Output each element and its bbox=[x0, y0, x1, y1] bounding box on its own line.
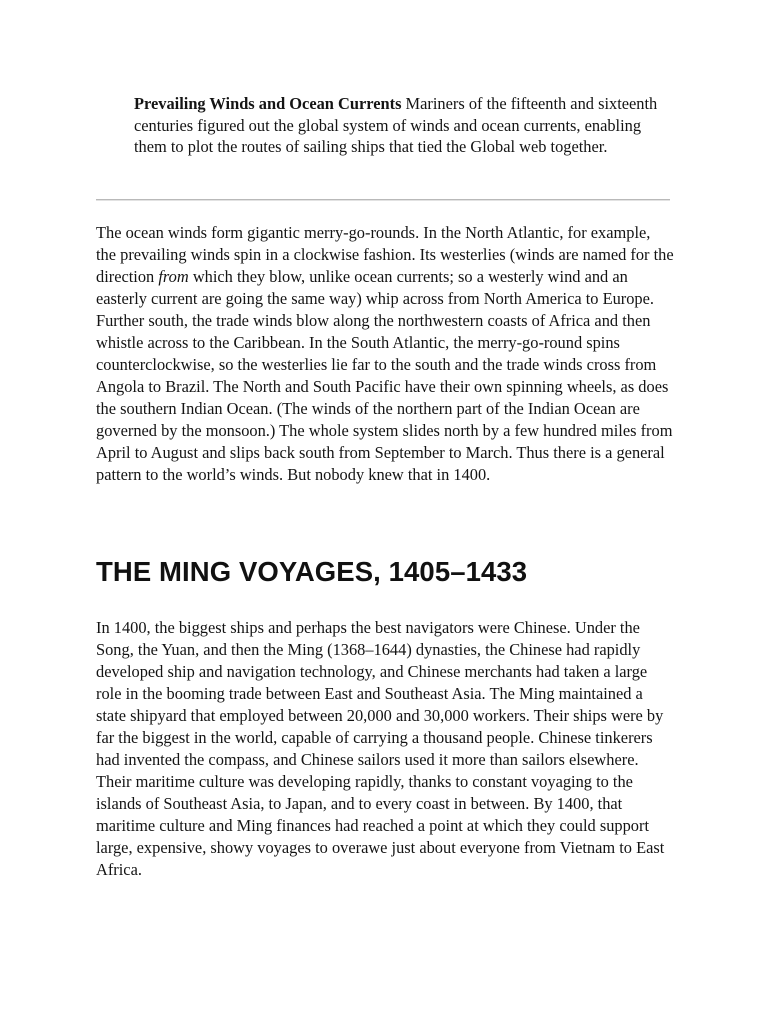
body-paragraph-ming: In 1400, the biggest ships and perhaps the best navigators were Chinese. Under the Song, the Yuan, and then the Ming (1368–1644) dynasties, the Chinese had rapidly developed ship and navigation technology, and Chinese merchants had taken a large role in the booming trade between East and Southeast Asia. The Ming maintained a state shipyard that employed between 20,000 and 30,000 workers. Their ships were by far the biggest in the world, capable of carrying a thousand people. Chinese tinkerers had invented the compass, and Chinese sailors used it more than sailors elsewhere. Their maritime culture was developing rapidly, thanks to constant voyaging to the islands of Southeast Asia, to Japan, and to every coast in between. By 1400, that maritime culture and Ming finances had reached a point at which they could support large, expensive, showy voyages to overawe just about everyone from Vietnam to East Africa. bbox=[96, 618, 665, 879]
body-paragraph-winds bbox=[96, 222, 674, 486]
emphasis-from: from bbox=[158, 267, 189, 286]
figure-caption bbox=[134, 93, 670, 158]
caption-divider bbox=[96, 199, 670, 200]
paragraph-text-end: which they blow, unlike ocean currents; so a westerly wind and an easterly current are going the same way) whip across from North America to Europe. Further south, the trade winds blow along the northwestern coasts of Africa and then whistle across to the Caribbean. In the South Atlantic, the merry-go-round spins counterclockwise, so the westerlies lie far to the south and the trade winds cross from Angola to Brazil. The North and South Pacific have their own spinning wheels, as does the southern Indian Ocean. (The winds of the northern part of the Indian Ocean are governed by the monsoon.) The whole system slides north by a few hundred miles from April to August and slips back south from September to March. Thus there is a general pattern to the world’s winds. But nobody knew that in 1400. bbox=[96, 267, 673, 484]
caption-text: Mariners of the fifteenth and sixteenth centuries figured out the global system of winds and ocean currents, enabling them to plot the routes of sailing ships that tied the Global web together. bbox=[134, 94, 658, 157]
caption-title: Prevailing Winds and Ocean Currents bbox=[134, 94, 402, 113]
section-heading: THE MING VOYAGES, 1405–1433 bbox=[96, 556, 528, 587]
paragraph-text-start: The ocean winds form gigantic merry-go-rounds. In the North Atlantic, for example, the prevailing winds spin in a clockwise fashion. Its westerlies (winds are named for the direction bbox=[96, 223, 674, 286]
